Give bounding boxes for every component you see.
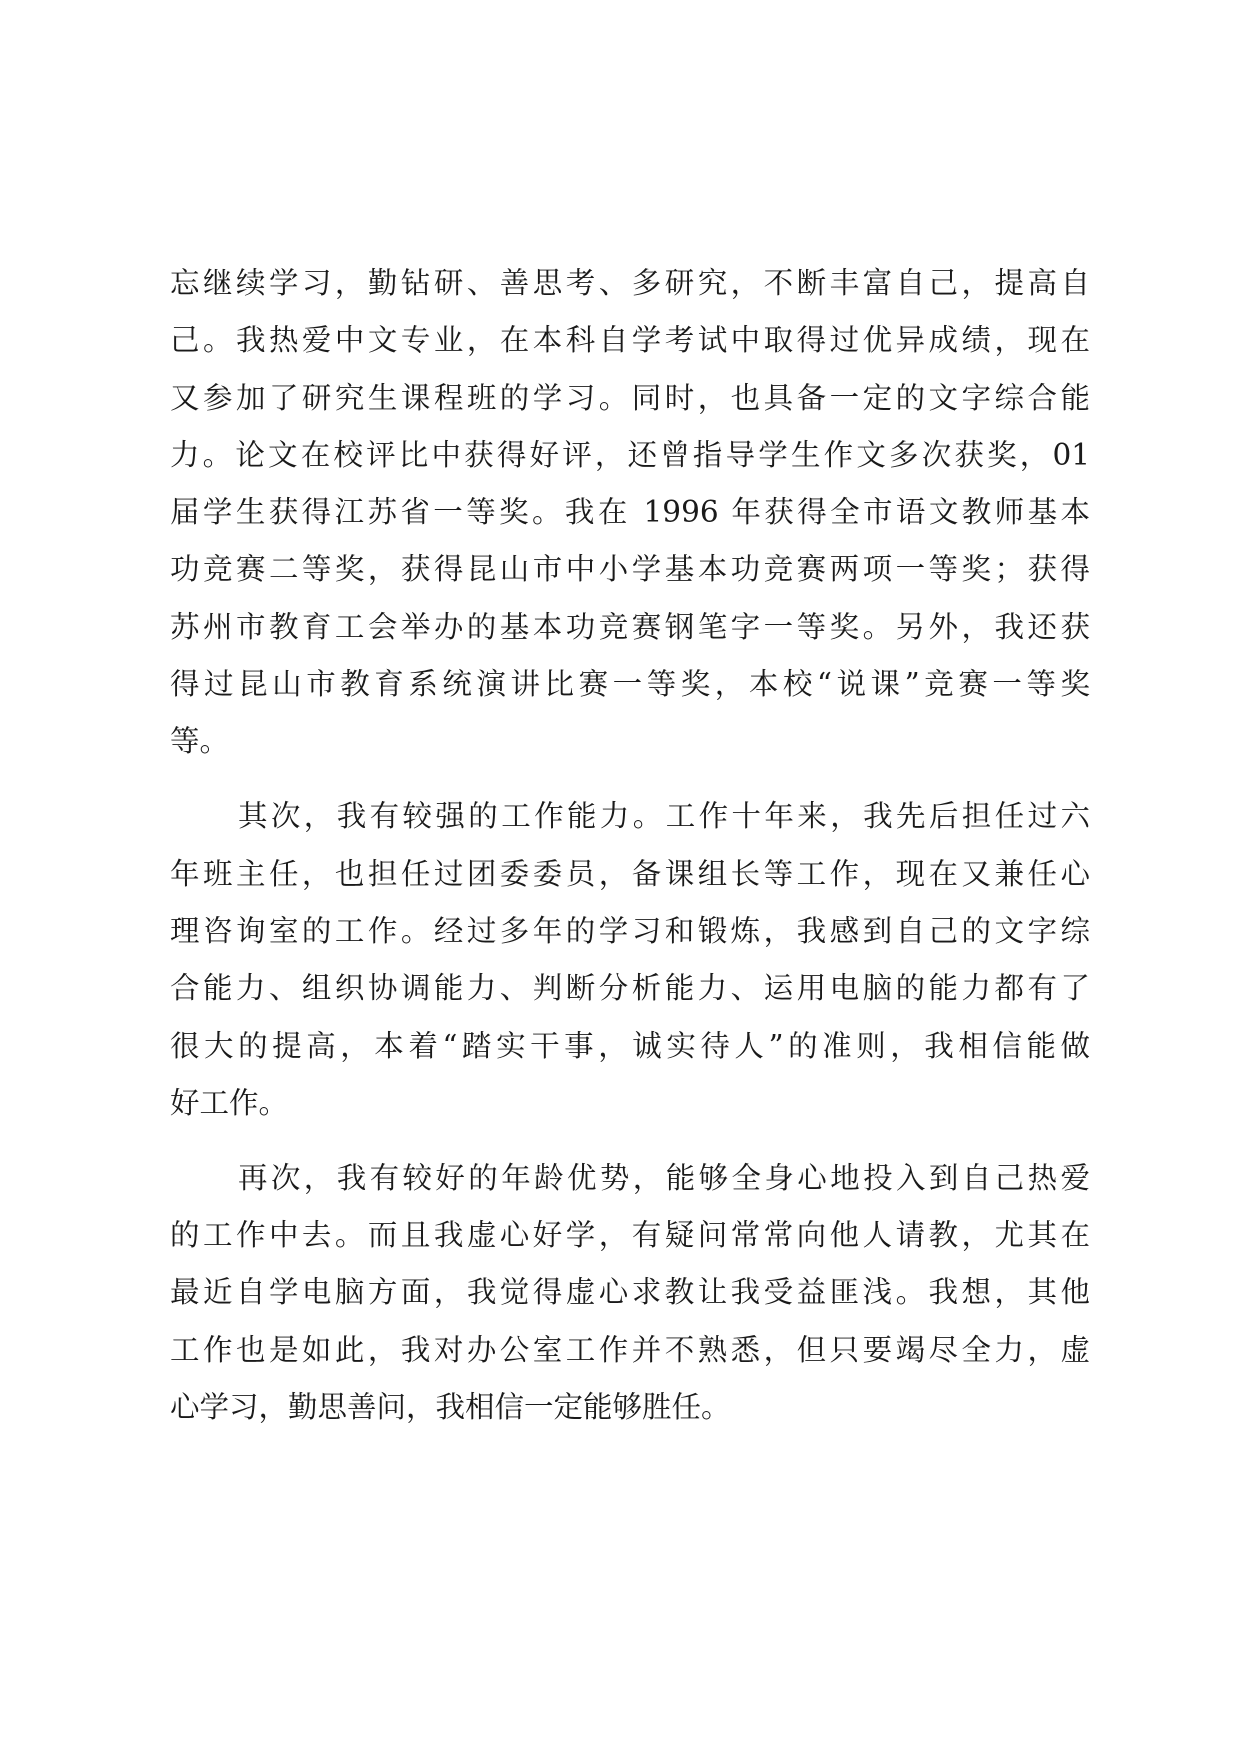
text-line: 力。论文在校评比中获得好评，还曾指导学生作文多次获奖，01 [170,437,1090,472]
text-line: 工作也是如此，我对办公室工作并不熟悉，但只要竭尽全力，虚 [170,1332,1090,1367]
text-line: 苏州市教育工会举办的基本功竞赛钢笔字一等奖。另外，我还获 [170,609,1090,644]
text-line: 心学习，勤思善问，我相信一定能够胜任。 [170,1390,731,1425]
text-line: 再次，我有较好的年龄优势，能够全身心地投入到自己热爱 [238,1160,1090,1195]
text-line: 等。 [170,724,230,759]
paragraph-2 [170,788,1090,1149]
document-body [170,255,1090,1454]
text-line: 己。我热爱中文专业，在本科自学考试中取得过优异成绩，现在 [170,323,1090,358]
text-line: 合能力、组织协调能力、判断分析能力、运用电脑的能力都有了 [170,971,1090,1006]
text-line: 又参加了研究生课程班的学习。同时，也具备一定的文字综合能 [170,380,1090,415]
paragraph-1 [170,255,1090,788]
text-line: 其次，我有较强的工作能力。工作十年来，我先后担任过六 [238,799,1090,834]
text-line: 很大的提高，本着“踏实干事，诚实待人”的准则，我相信能做 [170,1028,1090,1063]
text-line: 理咨询室的工作。经过多年的学习和锻炼，我感到自己的文字综 [170,913,1090,948]
paragraph-3 [170,1150,1090,1454]
text-line: 得过昆山市教育系统演讲比赛一等奖，本校“说课”竞赛一等奖 [170,667,1090,702]
text-line: 忘继续学习，勤钻研、善思考、多研究，不断丰富自己，提高自 [170,266,1090,300]
text-line: 届学生获得江苏省一等奖。我在 1996 年获得全市语文教师基本 [170,495,1090,530]
text-line: 好工作。 [170,1085,289,1120]
text-line: 功竞赛二等奖，获得昆山市中小学基本功竞赛两项一等奖；获得 [170,552,1090,587]
text-line: 的工作中去。而且我虚心好学，有疑问常常向他人请教，尤其在 [170,1218,1090,1253]
text-line: 最近自学电脑方面，我觉得虚心求教让我受益匪浅。我想，其他 [170,1275,1090,1310]
text-line: 年班主任，也担任过团委委员，备课组长等工作，现在又兼任心 [170,856,1090,891]
